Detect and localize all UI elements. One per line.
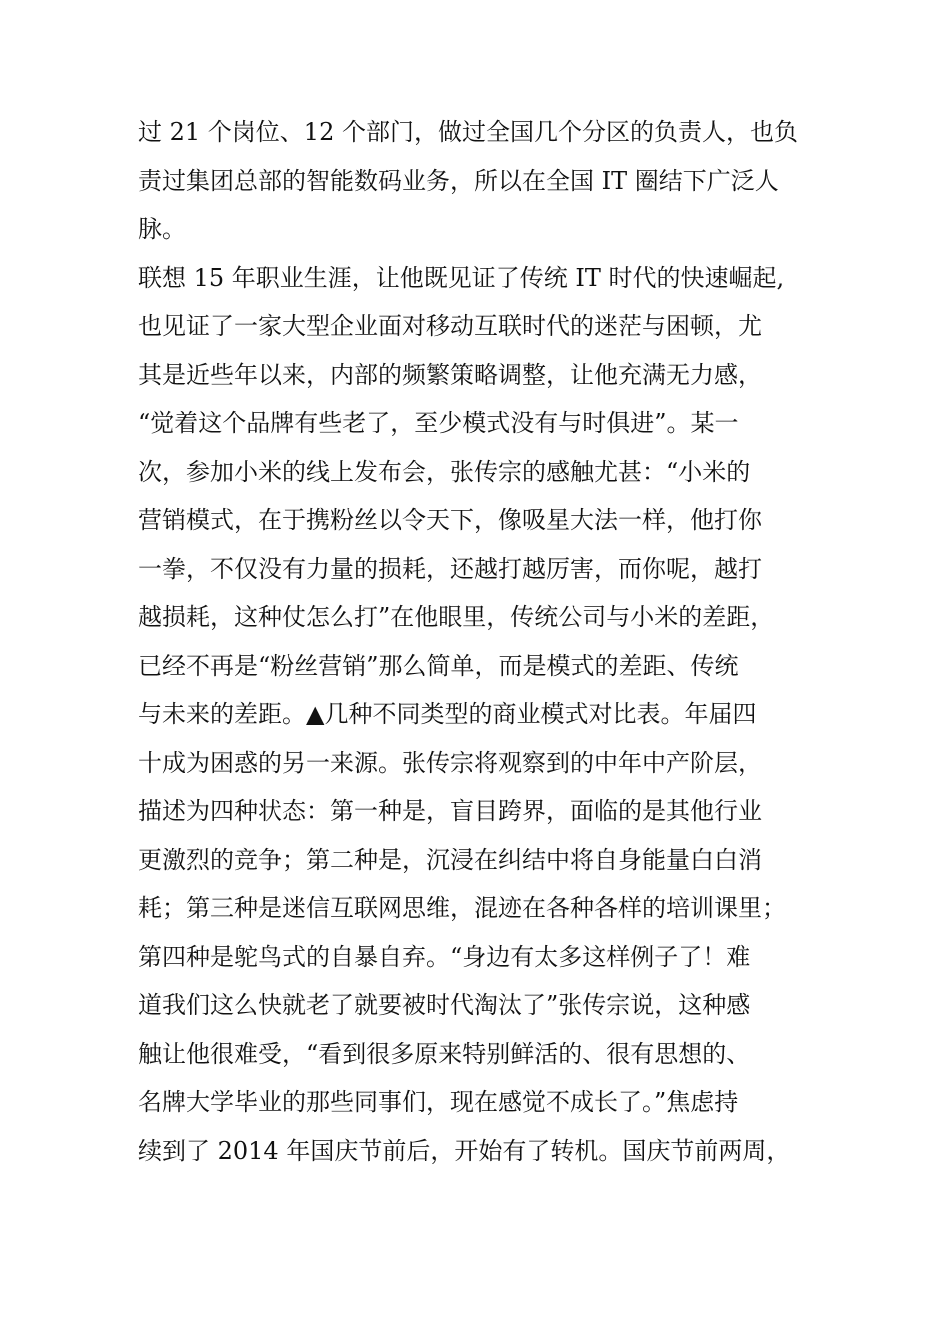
body-text (138, 108, 828, 1175)
text-line: 十成为困惑的另一来源。张传宗将观察到的中年中产阶层， (138, 748, 762, 777)
text-line: 其是近些年以来，内部的频繁策略调整，让他充满无力感， (138, 360, 762, 389)
text-line: 也见证了一家大型企业面对移动互联时代的迷茫与困顿，尤 (138, 312, 762, 340)
text-line: 名牌大学毕业的那些同事们，现在感觉不成长了。”焦虑持 (138, 1088, 739, 1116)
text-line: 更激烈的竞争；第二种是，沉浸在纠结中将自身能量白白消 (138, 845, 762, 874)
text-line: 过 21 个岗位、12 个部门，做过全国几个分区的负责人，也负 (138, 118, 798, 146)
text-line: 第四种是鸵鸟式的自暴自弃。“身边有太多这样例子了！难 (138, 942, 751, 971)
text-line: 责过集团总部的智能数码业务，所以在全国 IT 圈结下广泛人 (138, 166, 779, 195)
text-line: 描述为四种状态：第一种是，盲目跨界，面临的是其他行业 (138, 797, 762, 825)
text-line: 与未来的差距。▲几种不同类型的商业模式对比表。年届四 (138, 700, 757, 728)
text-line: 触让他很难受，“看到很多原来特别鲜活的、很有思想的、 (138, 1039, 751, 1068)
text-line: 续到了 2014 年国庆节前后，开始有了转机。国庆节前两周， (138, 1136, 791, 1165)
text-line: 已经不再是“粉丝营销”那么简单，而是模式的差距、传统 (138, 651, 739, 680)
text-line: 越损耗，这种仗怎么打”在他眼里，传统公司与小米的差距， (138, 603, 775, 631)
text-line: 脉。 (138, 215, 186, 243)
text-line: “觉着这个品牌有些老了，至少模式没有与时俱进”。某一 (138, 409, 739, 437)
text-line: 次，参加小米的线上发布会，张传宗的感触尤甚：“小米的 (138, 457, 751, 486)
text-line: 道我们这么快就老了就要被时代淘汰了”张传宗说，这种感 (138, 991, 751, 1019)
text-line: 一拳，不仅没有力量的损耗，还越打越厉害，而你呢，越打 (138, 554, 762, 583)
text-line: 联想 15 年职业生涯，让他既见证了传统 IT 时代的快速崛起, (138, 263, 785, 292)
text-line: 耗；第三种是迷信互联网思维，混迹在各种各样的培训课里； (138, 894, 786, 922)
text-line: 营销模式，在于携粉丝以令天下，像吸星大法一样，他打你 (138, 506, 762, 534)
